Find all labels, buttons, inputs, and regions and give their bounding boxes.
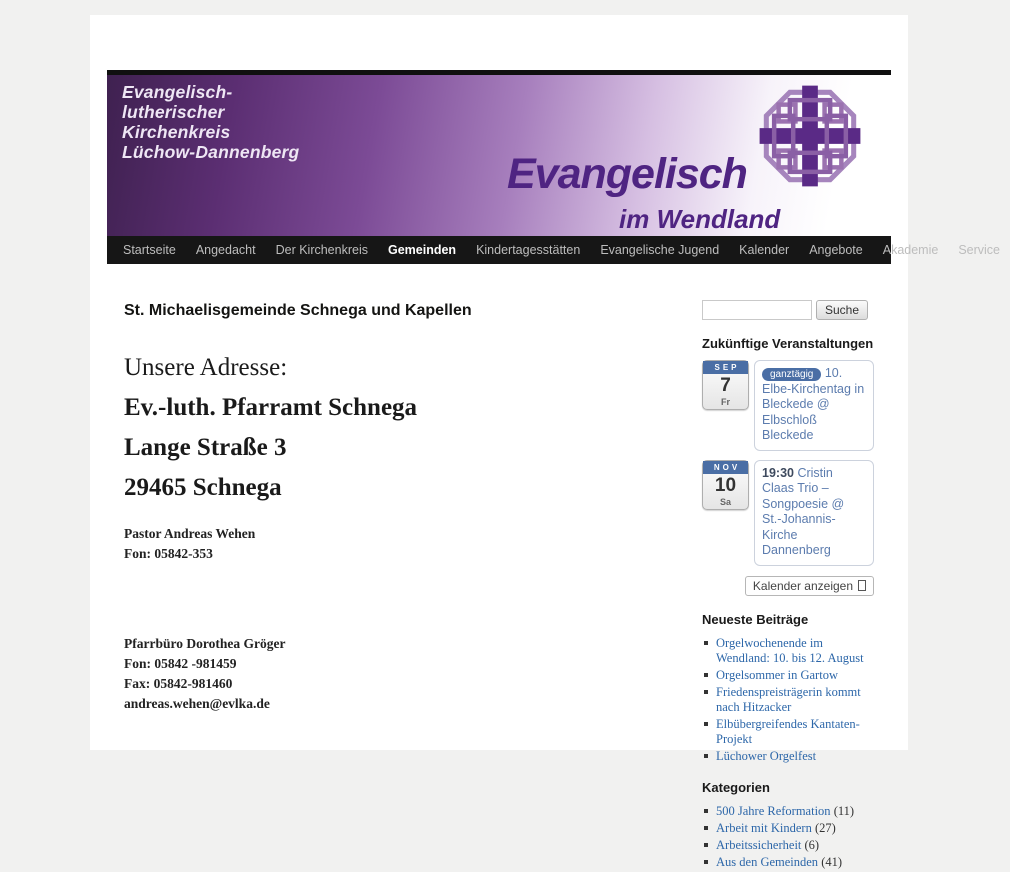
- search-form: [702, 300, 874, 320]
- logo-subtitle: im Wendland: [619, 204, 781, 234]
- pastor-contact-block: [124, 524, 669, 564]
- nav-link-akademie[interactable]: Akademie: [882, 243, 939, 257]
- category-link[interactable]: Arbeit mit Kindern: [716, 820, 812, 835]
- nav-link-der-kirchenkreis[interactable]: Der Kirchenkreis: [275, 243, 368, 257]
- office-name: Pfarrbüro Dorothea Gröger: [124, 636, 286, 651]
- nav-item-angedacht[interactable]: [186, 236, 266, 265]
- sidebar: [702, 264, 874, 872]
- recent-post-link[interactable]: Orgelsommer in Gartow: [716, 667, 838, 682]
- header-banner[interactable]: [107, 70, 891, 236]
- nav-item-kalender[interactable]: [729, 236, 799, 265]
- show-calendar-button[interactable]: [745, 576, 874, 596]
- page-container: [90, 15, 1001, 869]
- list-item: [702, 855, 874, 870]
- office-fax: Fax: 05842-981460: [124, 676, 233, 691]
- nav-link-evangelische-jugend[interactable]: Evangelische Jugend: [600, 243, 720, 257]
- event-card: [754, 360, 874, 451]
- event-day: 10: [714, 474, 737, 496]
- event-location: @ Elbschloß Bleckede: [762, 397, 830, 442]
- branding-line: Evangelisch-: [122, 82, 233, 102]
- site-branding-text: [122, 82, 299, 162]
- recent-post-link[interactable]: Friedenspreisträgerin kommt nach Hitzacker: [716, 684, 861, 714]
- nav-link-angedacht[interactable]: Angedacht: [195, 243, 256, 257]
- event-weekday: Sa: [719, 496, 731, 507]
- event-month: SEP: [703, 361, 748, 374]
- category-count: (41): [821, 854, 843, 869]
- event-day: 7: [720, 375, 731, 396]
- event-time: 19:30: [762, 465, 794, 480]
- recent-posts-list: [702, 636, 874, 764]
- main-navigation: [107, 236, 1001, 264]
- event-item: [702, 460, 874, 566]
- list-item: [702, 636, 874, 666]
- office-phone: Fon: 05842 -981459: [124, 656, 237, 671]
- search-input[interactable]: [702, 300, 812, 320]
- address-line: 29465 Schnega: [124, 474, 282, 501]
- nav-item-der-kirchenkreis[interactable]: [266, 236, 378, 265]
- list-item: [702, 685, 874, 715]
- nav-item-gemeinden[interactable]: [378, 236, 466, 265]
- nav-item-startseite[interactable]: [113, 236, 186, 265]
- event-location: @ St.-Johannis-Kirche Dannenberg: [762, 496, 845, 557]
- nav-item-angebote[interactable]: [799, 236, 873, 265]
- recent-post-link[interactable]: Elbübergreifendes Kantaten-Projekt: [716, 716, 860, 746]
- event-date-tile: [702, 360, 749, 410]
- category-count: (11): [833, 803, 855, 818]
- list-item: [702, 804, 874, 819]
- address-block: [124, 348, 669, 508]
- site-header: [90, 15, 1001, 264]
- page-title: St. Michaelisgemeinde Schnega und Kapellen: [124, 302, 472, 319]
- event-title-link[interactable]: 10. Elbe-Kirchentag in Bleckede: [762, 366, 865, 411]
- recent-posts-widget-title: Neueste Beiträge: [702, 611, 809, 627]
- nav-link-service[interactable]: Service: [958, 243, 1001, 257]
- nav-item-service[interactable]: [948, 236, 1010, 265]
- nav-link-gemeinden[interactable]: Gemeinden: [387, 243, 457, 257]
- event-allday-badge: ganztägig: [762, 368, 821, 381]
- event-month: NOV: [703, 461, 748, 474]
- nav-link-kindertagesstaetten[interactable]: Kindertagesstätten: [476, 243, 581, 257]
- show-calendar-label: Kalender anzeigen: [752, 578, 853, 593]
- list-item: [702, 717, 874, 747]
- pastor-phone: Fon: 05842-353: [124, 546, 213, 561]
- nav-link-angebote[interactable]: Angebote: [809, 243, 863, 257]
- branding-line: lutherischer: [122, 102, 225, 122]
- event-date-tile: [702, 460, 749, 510]
- list-item: [702, 821, 874, 836]
- event-card: [754, 460, 874, 566]
- events-widget-title: Zukünftige Veranstaltungen: [702, 336, 874, 351]
- nav-item-akademie[interactable]: [873, 236, 949, 265]
- office-contact-block: [124, 634, 669, 714]
- branding-line: Lüchow-Dannenberg: [122, 142, 300, 162]
- main-column: [124, 264, 669, 872]
- nav-link-kalender[interactable]: Kalender: [739, 243, 790, 257]
- list-item: [702, 749, 874, 764]
- pastor-name: Pastor Andreas Wehen: [124, 526, 256, 541]
- nav-item-kindertagesstaetten[interactable]: [466, 236, 590, 265]
- office-email: andreas.wehen@evlka.de: [124, 696, 270, 711]
- categories-list: [702, 804, 874, 870]
- category-link[interactable]: Aus den Gemeinden: [716, 854, 819, 869]
- nav-link-startseite[interactable]: Startseite: [123, 243, 176, 257]
- wendland-cross-logo-icon: [754, 80, 866, 192]
- category-count: (27): [814, 820, 836, 835]
- event-title-link[interactable]: Cristin Claas Trio – Songpoesie: [762, 465, 833, 511]
- list-item: [702, 838, 874, 853]
- categories-widget-title: Kategorien: [702, 779, 770, 795]
- nav-item-evangelische-jugend[interactable]: [590, 236, 729, 265]
- list-item: [702, 668, 874, 683]
- event-weekday: Fr: [721, 397, 730, 407]
- search-button[interactable]: Suche: [816, 300, 868, 320]
- category-link[interactable]: 500 Jahre Reformation: [716, 803, 831, 818]
- address-line: Lange Straße 3: [124, 434, 287, 461]
- category-link[interactable]: Arbeitssicherheit: [716, 837, 802, 852]
- branding-line: Kirchenkreis: [122, 122, 231, 142]
- content-area: [90, 264, 908, 872]
- address-line: Ev.-luth. Pfarramt Schnega: [124, 394, 418, 421]
- calendar-icon: [858, 580, 866, 591]
- category-count: (6): [804, 837, 820, 852]
- event-item: [702, 360, 874, 451]
- logo-wordmark: Evangelisch: [507, 150, 747, 198]
- recent-post-link[interactable]: Lüchower Orgelfest: [716, 748, 817, 763]
- recent-post-link[interactable]: Orgelwochenende im Wendland: 10. bis 12. August: [716, 635, 864, 665]
- address-intro: Unsere Adresse:: [124, 354, 288, 381]
